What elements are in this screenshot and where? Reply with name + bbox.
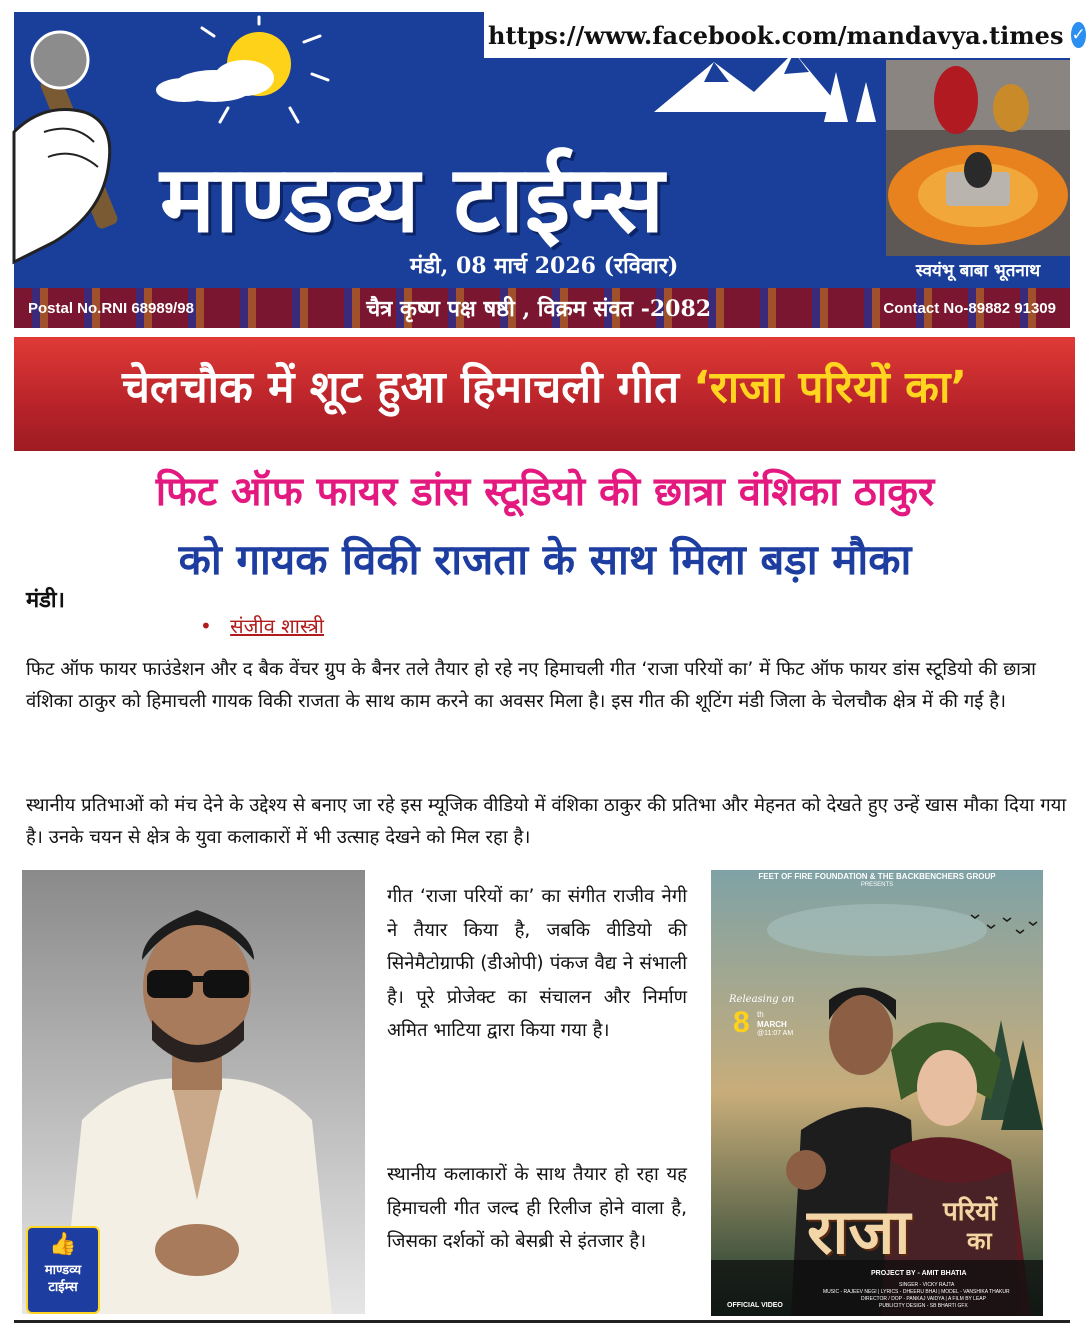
poster-project-by: PROJECT BY - AMIT BHATIA (871, 1270, 967, 1277)
poster-presents: PRESENTS (860, 882, 894, 888)
poster-singer: SINGER - VICKY RAJTA (899, 1282, 955, 1288)
poster-title-small-2: का (967, 1227, 992, 1255)
poster-month: MARCH (757, 1020, 787, 1029)
temple-caption: स्वयंभू बाबा भूतनाथ (915, 261, 1041, 281)
poster-credits-1: MUSIC - RAJEEV NEGI | LYRICS - DHEERU BHAI | MODEL - VANSHIKA THAKUR (823, 1289, 1010, 1295)
poster-title-small-1: परियों (943, 1197, 997, 1227)
contact-number: Contact No-89882 91309 (883, 299, 1056, 317)
subhead-line-2: को गायक विकी राजता के साथ मिला बड़ा मौका (178, 535, 912, 584)
facebook-url[interactable]: https://www.facebook.com/mandavya.times (488, 20, 1064, 50)
temple-image (886, 60, 1070, 256)
byline (200, 612, 324, 639)
headline (14, 337, 1075, 433)
dateline: मंडी। (26, 588, 65, 613)
song-poster (711, 870, 1043, 1316)
thumbs-up-icon: 👍 (49, 1232, 77, 1257)
subhead-line-1: फिट ऑफ फायर डांस स्टूडियो की छात्रा वंशिका ठाकुर (155, 469, 935, 515)
headline-highlight: ‘राजा परियों का’ (693, 362, 968, 413)
facebook-link-strip[interactable] (484, 12, 1086, 58)
microphone-hand-icon (14, 32, 119, 262)
footer-divider (14, 1320, 1070, 1323)
bullet-icon: • (200, 614, 212, 638)
headline-main: चेलचौक में शूट हुआ हिमाचली गीत (121, 362, 680, 413)
panchang-text: चैत्र कृष्ण पक्ष षष्ठी , विक्रम संवत -2082 (366, 296, 712, 322)
verified-check-icon: ✓ (1071, 22, 1085, 48)
mountain-icon (654, 52, 876, 122)
newspaper-logo: माण्डव्य टाईम्स (160, 146, 666, 253)
poster-presenter: FEET OF FIRE FOUNDATION & THE BACKBENCHERS GROUP (758, 872, 996, 881)
paragraph-1: फिट ऑफ फायर फाउंडेशन और द बैक वेंचर ग्रुप के बैनर तले तैयार हो रहे नए हिमाचली गीत ‘राजा परियों का’ में फिट ऑफ फायर डांस स्टूडियो की छात्रा वंशिका ठाकुर को हिमाचली गायक विकी राजता के साथ काम करने का अवसर मिला है। इस गीत की शूटिंग मंडी जिला के चेलचौक क्षेत्र में की गई है। (26, 659, 1036, 712)
watermark-badge (26, 1226, 100, 1314)
poster-releasing: Releasing on (729, 994, 795, 1005)
poster-credits-2: DIRECTOR / DOP - PANKAJ VAIDYA | A FILM BY LEAP (861, 1296, 986, 1302)
poster-title-big: राजा (807, 1195, 911, 1268)
poster-time: @11:07 AM (757, 1030, 794, 1037)
poster-day-suffix: th (757, 1010, 764, 1019)
author-name: संजीव शास्त्री (230, 614, 324, 638)
poster-official-video: OFFICIAL VIDEO (727, 1302, 783, 1309)
badge-line-1: माण्डव्य (44, 1263, 82, 1278)
poster-day: 8 (733, 1006, 750, 1039)
issue-date: मंडी, 08 मार्च 2026 (रविवार) (410, 253, 679, 279)
singer-photo (22, 870, 365, 1314)
badge-line-2: टाईम्स (48, 1280, 78, 1295)
info-bar (14, 288, 1070, 328)
poster-credits-3: PUBLICITY DESIGN - SB BHARTI GFX (879, 1303, 968, 1309)
postal-number: Postal No.RNI 68989/98 (28, 299, 194, 317)
paragraph-2: स्थानीय प्रतिभाओं को मंच देने के उद्देश्य से बनाए जा रहे इस म्यूजिक वीडियो में वंशिका ठाकुर की प्रतिभा और मेहनत को देखते हुए उन्हें खास मौका दिया गया है। उनके चयन से क्षेत्र के युवा कलाकारों में भी उत्साह देखने को मिल रहा है। (26, 795, 1067, 848)
paragraph-4: स्थानीय कलाकारों के साथ तैयार हो रहा यह हिमाचली गीत जल्द ही रिलीज होने वाला है, जिसका दर्शकों को बेसब्री से इंतजार है। (387, 1164, 687, 1252)
temple-photo (886, 60, 1070, 256)
paragraph-3: गीत ‘राजा परियों का’ का संगीत राजीव नेगी ने तैयार किया है, जबकि वीडियो की सिनेमैटोग्राफी (डीओपी) पंकज वैद्य ने संभाली है। पूरे प्रोजेक्ट का संचालन और निर्माण अमित भाटिया द्वारा किया गया है। (387, 886, 687, 1041)
